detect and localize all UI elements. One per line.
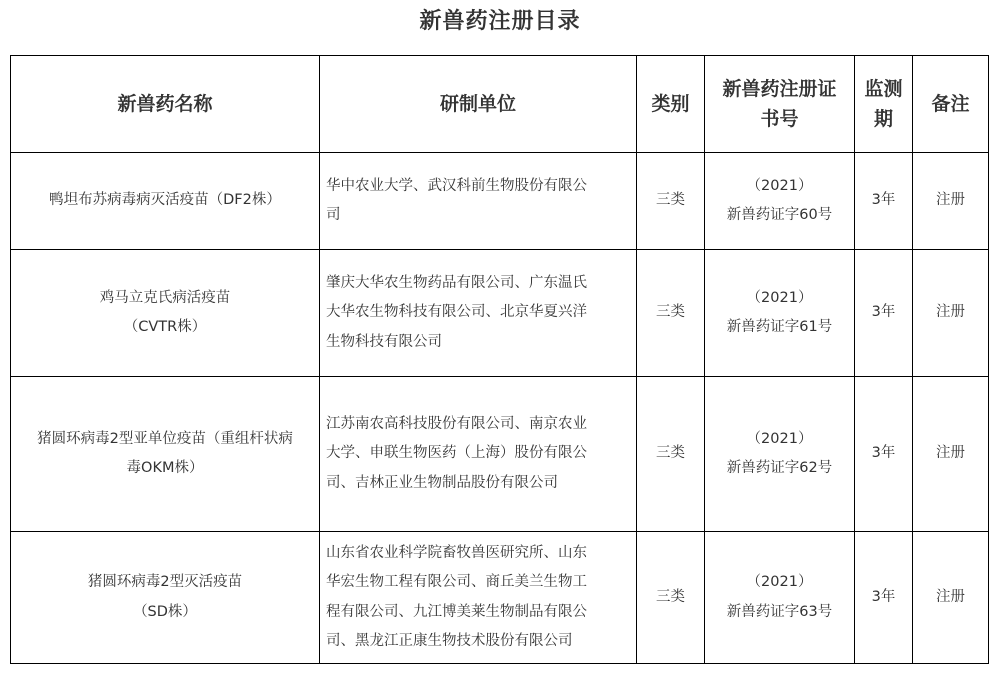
header-period [855,56,913,153]
developer-line: 程有限公司、九江博美莱生物制品有限公 [326,603,587,620]
cell-remark: 注册 [913,532,989,664]
certificate-year: （2021） [746,430,813,447]
cell-vaccine-name [11,153,320,250]
vaccine-name-line: （CVTR株） [123,319,207,335]
cell-developer [320,250,637,377]
cell-developer [320,532,637,664]
certificate-number: 新兽药证字61号 [726,319,833,335]
cell-monitoring-period: 3年 [855,250,913,377]
header-type: 类别 [637,56,705,153]
header-period-line1: 监测 [864,78,903,100]
vaccine-name-line: 鸡马立克氏病活疫苗 [99,289,231,306]
registry-table [10,55,989,664]
certificate-year: （2021） [746,574,813,590]
table-row [11,250,989,377]
developer-line: 大学、申联生物医药（上海）股份有限公 [326,445,587,462]
vaccine-name-line: 毒OKM株） [126,460,204,476]
cell-vaccine-name [11,532,320,664]
developer-line: 司 [326,207,341,223]
developer-line: 肇庆大华农生物药品有限公司、广东温氏 [326,274,587,291]
cell-certificate [705,377,855,532]
cell-monitoring-period: 3年 [855,532,913,664]
cell-developer [320,153,637,250]
header-cert [705,56,855,153]
cell-certificate [705,250,855,377]
cell-certificate [705,153,855,250]
table-row [11,377,989,532]
vaccine-name-line: 猪圆环病毒2型灭活疫苗 [87,574,243,590]
developer-line: 生物科技有限公司 [326,333,442,350]
page-title: 新兽药注册目录 [419,9,581,34]
vaccine-name-line: （SD株） [133,603,197,620]
developer-line: 华中农业大学、武汉科前生物股份有限公 [326,177,587,194]
header-name: 新兽药名称 [11,56,320,153]
header-unit: 研制单位 [320,56,637,153]
developer-line: 山东省农业科学院畜牧兽医研究所、山东 [326,544,587,561]
header-cert-line2: 书号 [760,108,799,130]
cell-monitoring-period: 3年 [855,377,913,532]
cell-vaccine-name [11,377,320,532]
developer-line: 江苏南农高科技股份有限公司、南京农业 [326,415,587,432]
header-note: 备注 [913,56,989,153]
certificate-number: 新兽药证字63号 [726,603,833,620]
cell-category: 三类 [637,153,705,250]
cell-remark: 注册 [913,377,989,532]
cell-category: 三类 [637,532,705,664]
certificate-year: （2021） [746,177,813,194]
cell-category: 三类 [637,250,705,377]
developer-line: 司、黑龙江正康生物技术股份有限公司 [326,633,573,649]
cell-vaccine-name [11,250,320,377]
certificate-number: 新兽药证字60号 [726,207,833,223]
header-cert-line1: 新兽药注册证 [722,78,837,100]
developer-line: 大华农生物科技有限公司、北京华夏兴洋 [326,304,587,321]
cell-remark: 注册 [913,250,989,377]
table-row [11,153,989,250]
developer-line: 司、吉林正业生物制品股份有限公司 [326,474,558,491]
cell-monitoring-period: 3年 [855,153,913,250]
certificate-number: 新兽药证字62号 [726,460,833,476]
cell-developer [320,377,637,532]
table-row [11,532,989,664]
developer-line: 华宏生物工程有限公司、商丘美兰生物工 [326,574,587,590]
vaccine-name-line: 猪圆环病毒2型亚单位疫苗（重组杆状病 [37,430,293,447]
vaccine-name-line: 鸭坦布苏病毒病灭活疫苗（DF2株） [49,192,281,209]
cell-certificate [705,532,855,664]
cell-category: 三类 [637,377,705,532]
table-header-row [11,56,989,153]
header-period-line2: 期 [873,108,893,130]
cell-remark: 注册 [913,153,989,250]
certificate-year: （2021） [746,289,813,306]
